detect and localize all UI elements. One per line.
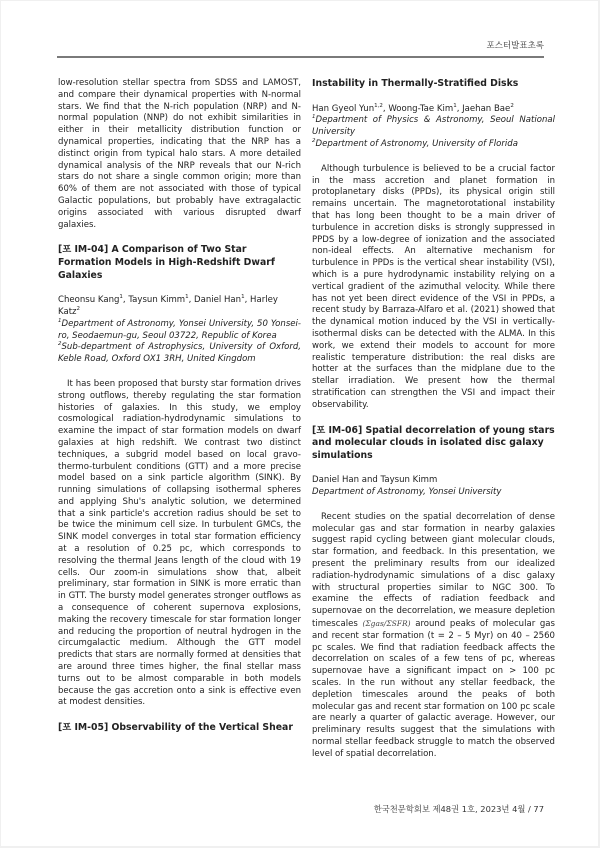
math-expression: (Σgas/ΣSFR) [362, 619, 411, 629]
right-column [312, 78, 555, 761]
author: Han Gyeol Yun$^{1,2}$, [312, 102, 389, 114]
page-footer-citation: 한국천문학회보 제48권 1호, 2023년 4월 / 77 [373, 804, 544, 814]
header-rule [57, 56, 544, 58]
abstract-title-continued: Instability in Thermally-Stratified Disks [312, 78, 519, 89]
running-head: 포스터발표초록 [486, 41, 544, 51]
abstract-body: Although turbulence is believed to be a crucial factor in the mass accretion and planet formation in protoplanetary disks (PPDs), its physical origin still remains uncertain. The magnetorotational instability that has long been thought to be a main driver of turbulence in accretion disks is strongly suppressed in PPDS by a low-degree of ionization and the associated non-ideal effects. An alternative mechanism for turbulence in PPDs is the vertical shear instability (VSI), which is a pure hydrodynamic instability relying on a vertical gradient of the azimuthal velocity. While there has not yet been direct evidence of the VSI in PPDs, a recent study by Barraza-Alfaro et al. (2021) showed that the dynamical motion induced by the VSI in vertically-isothermal disks can be detected with the ALMA. In this work, we extend their models to account for more realistic temperature distribution: the real disks are hotter at the surfaces than the midplane due to the stellar irradiation. We present how the thermal stratification can strengthen the VSI and impact their observability. [312, 163, 555, 410]
continuation-paragraph: low-resolution stellar spectra from SDSS and LAMOST, and compare their dynamical properties with N-normal stars. We find that the N-rich population (NRP) and N-normal population (NNP) do not exhibit similarities in either in their metallicity distribution function or dynamical properties, indicating that the NRP has a distinct origin from typical halo stars. A more detailed dynamical analysis of the NRP reveals that our N-rich stars do not share a single common origin; more than 60% of them are not associated with those of typical Galactic populations, but probably have extragalactic origins associated with various disrupted dwarf galaxies. [58, 78, 301, 230]
abstract-title: [포 IM-04] A Comparison of Two Star Formation Models in High-Redshift Dwarf Galaxies [58, 244, 275, 281]
affiliation: $^2$Sub-department of Astrophysics, University of Oxford, Keble Road, Oxford OX1 3RH, United Kingdom [58, 341, 301, 365]
abstract-body: Recent studies on the spatial decorrelation of dense molecular gas and star formation in nearby galaxies suggest rapid cycling between giant molecular clouds, star formation, and feedback. In this presentation, we present the preliminary results from our idealized radiation-hydrodynamic simulations of a disc galaxy with structural properties similar to NGC 300. To examine the effects of radiation feedback and supernovae on the decorrelation, we measure depletion timescales (Σgas/ΣSFR) around peaks of molecular gas and recent star formation (t = 2 – 5 Myr) on 40 – 2560 pc scales. We find that radiation feedback affects the decorrelation on scales of a few tens of pc, whereas supernovae have a significant impact on > 100 pc scales. In the run without any stellar feedback, the depletion timescales around the peaks of both molecular gas and recent star formation on 100 pc scale are nearly a quarter of galactic average. However, our preliminary results suggest that the simulations with normal stellar feedback struggle to match the observed level of spatial decorrelation. [312, 511, 555, 759]
abstract-im05 [312, 78, 555, 412]
affiliation: Department of Astronomy, Yonsei University [312, 487, 502, 498]
left-column [58, 78, 301, 735]
author-list: Daniel Han and Taysun Kimm [312, 475, 438, 486]
affiliation: $^2$Department of Astronomy, University of Florida [312, 138, 518, 149]
affiliation: $^1$Department of Astronomy, Yonsei University, 50 Yonsei-ro, Seodaemun-gu, Seoul 03722, Republic of Korea [58, 317, 301, 341]
author-list [58, 295, 301, 319]
abstract-body: It has been proposed that bursty star formation drives strong outflows, thereby regulating the star formation histories of galaxies. In this study, we employ cosmological radiation-hydrodynamic simulations to examine the impact of star formation models on dwarf galaxies at high redshift. We contrast two distinct techniques, a subgrid model based on local gravo-thermo-turbulent conditions (GTT) and a more precise model based on a sink particle algorithm (SINK). By running simulations of collapsing isothermal spheres and applying Shu's analytic solution, we determined that a sink particle's accretion radius should be set to be twice the minimum cell size. In turbulent GMCs, the SINK model converges in total star formation efficiency at a resolution of 0.25 pc, which corresponds to resolving the thermal Jeans length of the cloud with 19 cells. Our zoom-in simulations show that, albeit preliminary, star formation in SINK is more erratic than in GTT. The bursty model generates stronger outflows as a consequence of coherent supernova explosions, making the recovery timescale for star formation longer and reducing the proportion of neutral hydrogen in the circumgalactic medium. Although the GTT model predicts that stars are normally formed at densities that are around three times higher, the final stellar mass turns out to be almost comparable in both models because the gas accretion onto a sink is effective even at modest densities. [58, 378, 301, 708]
abstract-im04 [58, 244, 301, 709]
abstract-title: [포 IM-06] Spatial decorrelation of young stars and molecular clouds in isolated disc galaxy simulations [312, 424, 555, 461]
author: Woong-Tae Kim$^1$, [388, 102, 463, 114]
author-list [312, 104, 555, 116]
author: Taysun Kimm$^1$, [128, 294, 195, 306]
author: Cheonsu Kang$^1$, [58, 294, 129, 306]
abstract-title: [포 IM-05] Observability of the Vertical Shear [58, 722, 293, 734]
author: Harley Katz$^2$ [58, 295, 278, 317]
journal-page [1, 1, 598, 846]
abstract-im06 [312, 425, 555, 761]
author: Daniel Han$^1$, [194, 294, 251, 306]
author: Jaehan Bae$^2$ [462, 102, 514, 114]
affiliation: $^1$Department of Physics & Astronomy, Seoul National University [312, 114, 555, 138]
